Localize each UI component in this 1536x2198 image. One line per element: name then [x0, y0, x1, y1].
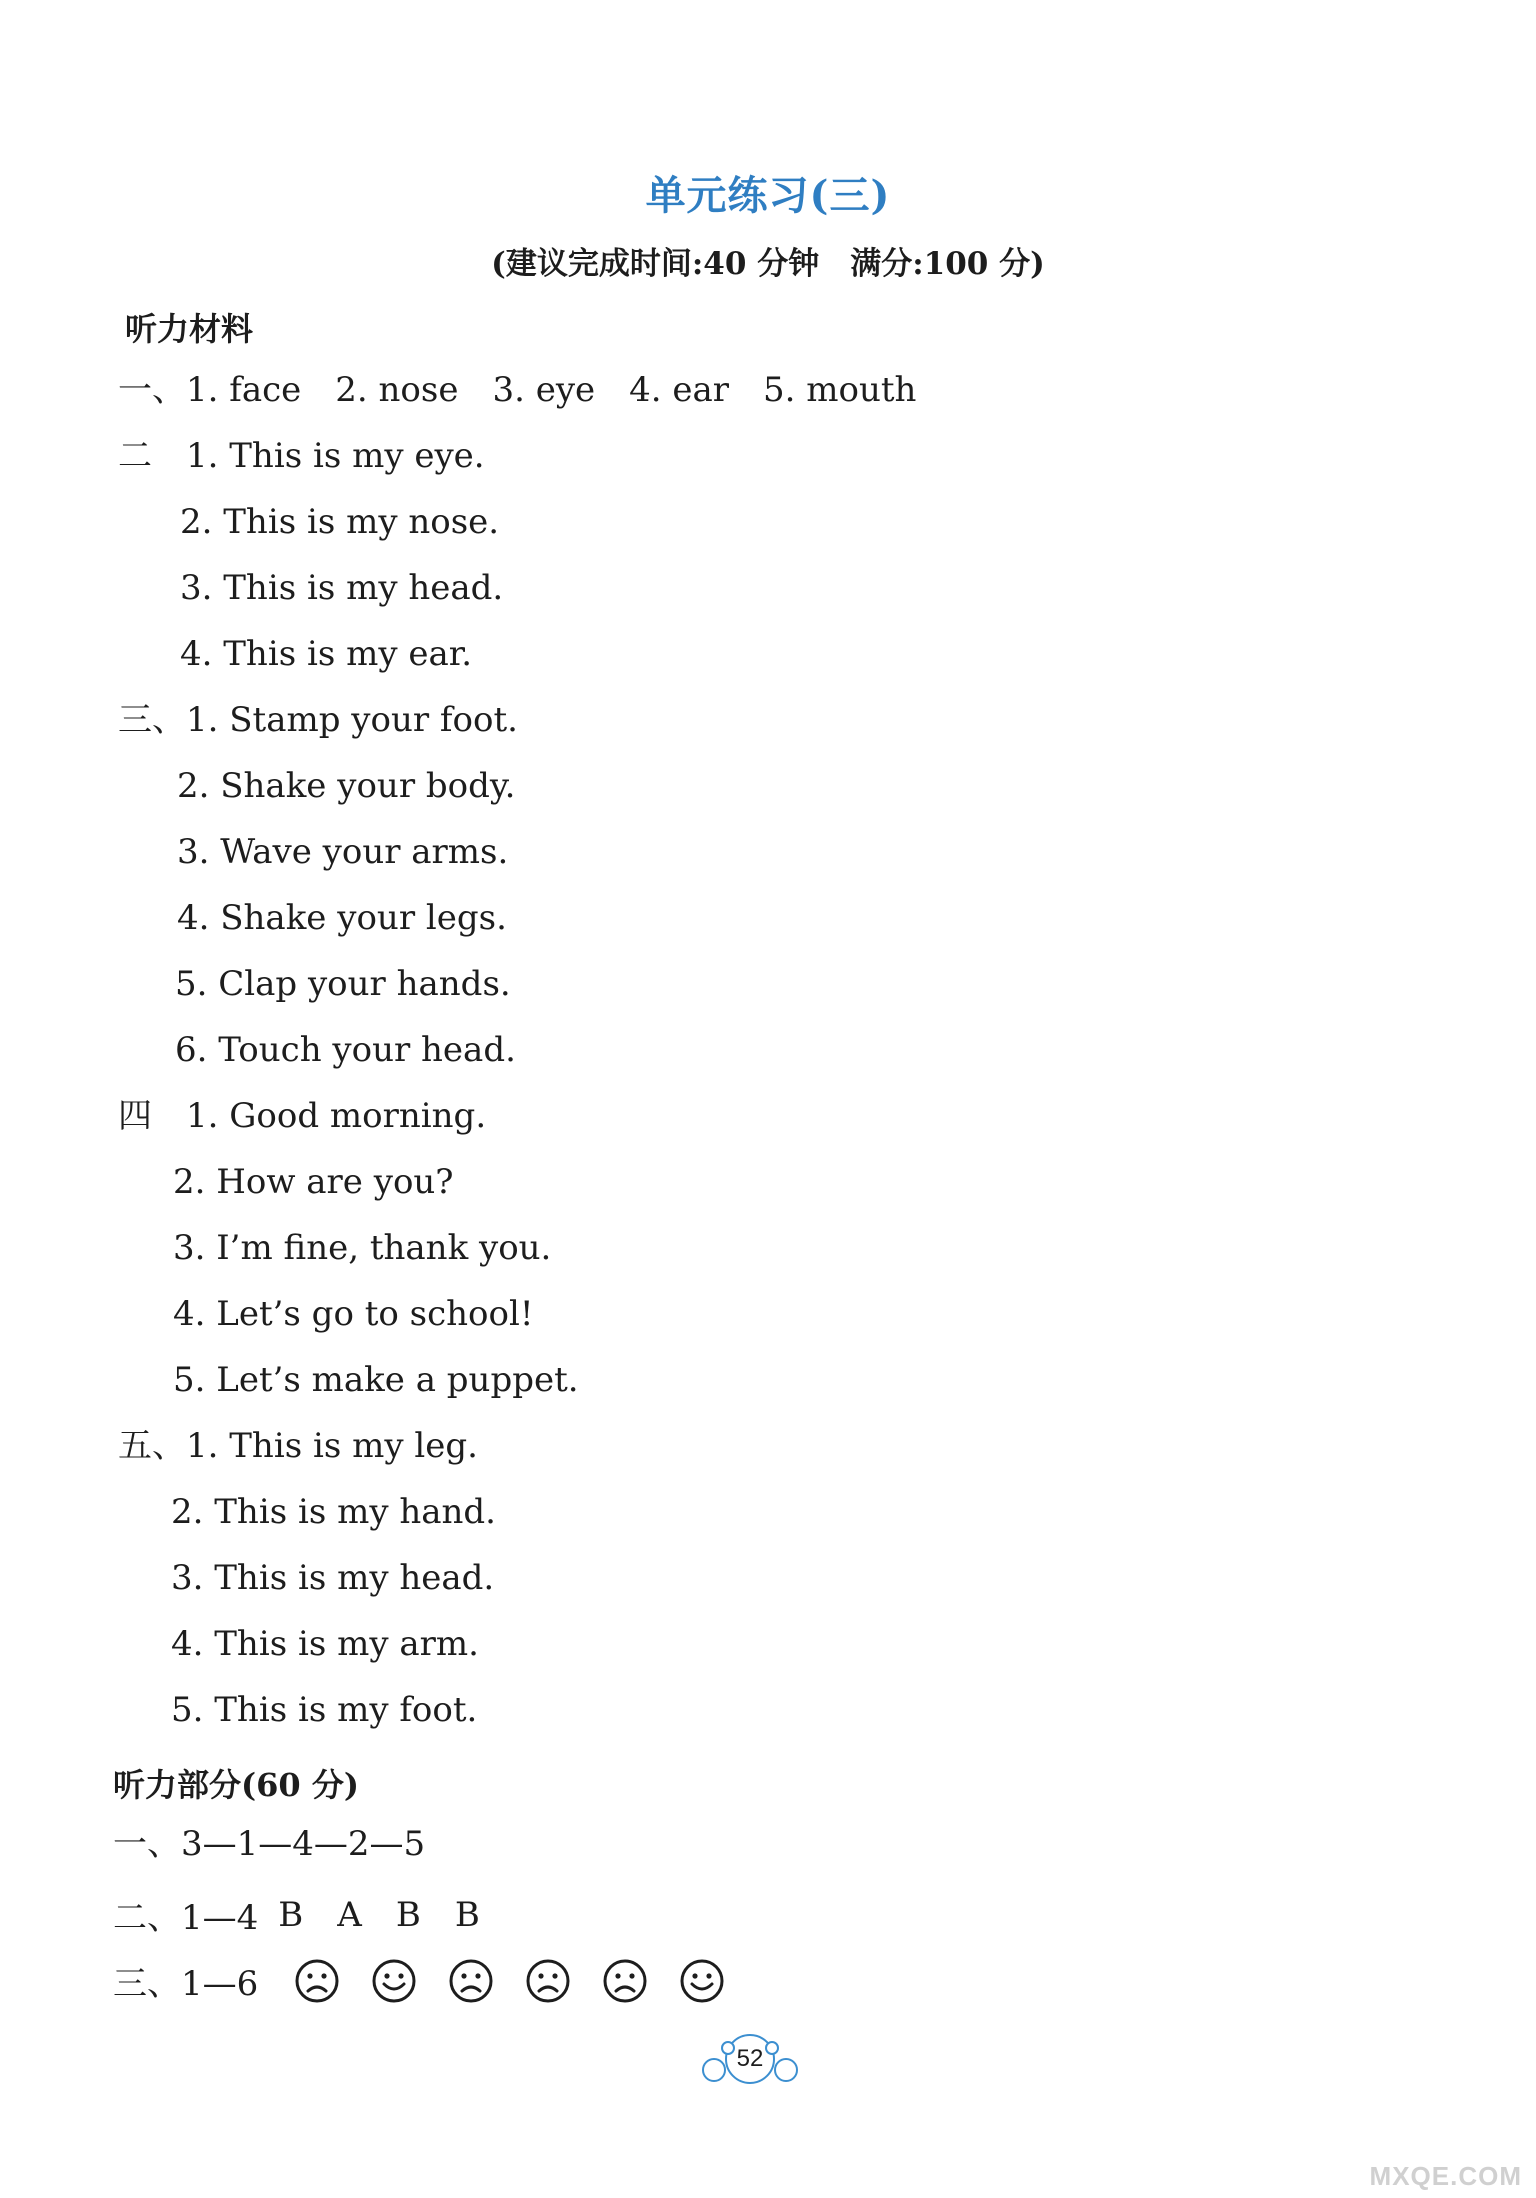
material-line: 5. Clap your hands. — [175, 964, 511, 1004]
answer-line-1: 一、3—1—4—2—5 — [113, 1824, 426, 1864]
answer-letter: B — [278, 1894, 304, 1935]
happy-face-icon — [371, 1958, 417, 2004]
material-line: 6. Touch your head. — [175, 1030, 516, 1070]
watermark: MXQE.COM — [1369, 2161, 1522, 2191]
sad-face-icon — [602, 1958, 648, 2004]
material-line: 三、1. Stamp your foot. — [118, 700, 518, 740]
material-line: 5. This is my foot. — [171, 1690, 478, 1730]
material-line: 2. Shake your body. — [177, 766, 516, 806]
answer-3-label: 三、1—6 — [113, 1964, 259, 2004]
sad-face-icon — [525, 1958, 571, 2004]
answer-letter: B — [395, 1894, 421, 1935]
material-line: 2. This is my hand. — [171, 1492, 496, 1532]
page-number-badge — [694, 2030, 806, 2088]
material-line: 2. How are you? — [173, 1162, 454, 1202]
material-line: 2. This is my nose. — [180, 502, 500, 542]
listening-material-heading: 听力材料 — [125, 310, 254, 348]
answer-line-3 — [113, 1956, 725, 2005]
material-line: 一、1. face 2. nose 3. eye 4. ear 5. mouth — [118, 370, 917, 410]
material-line: 3. This is my head. — [171, 1558, 495, 1598]
page-title: 单元练习(三) — [645, 172, 891, 219]
material-line: 四 1. Good morning. — [118, 1096, 487, 1136]
material-line: 五、1. This is my leg. — [118, 1426, 478, 1466]
material-line: 3. This is my head. — [180, 568, 504, 608]
answer-line-2 — [113, 1890, 480, 1939]
sad-face-icon — [448, 1958, 494, 2004]
material-line: 二 1. This is my eye. — [118, 436, 485, 476]
material-line: 4. This is my ear. — [180, 634, 473, 674]
sad-face-icon — [294, 1958, 340, 2004]
answer-letter: A — [337, 1894, 362, 1935]
material-line: 5. Let’s make a puppet. — [173, 1360, 579, 1400]
material-line: 4. This is my arm. — [171, 1624, 479, 1664]
happy-face-icon — [679, 1958, 725, 2004]
listening-part-heading: 听力部分(60 分) — [113, 1766, 359, 1804]
answer-2-letters — [278, 1895, 480, 1935]
answer-letter: B — [454, 1894, 480, 1935]
page-number: 52 — [736, 2045, 764, 2072]
material-line: 4. Shake your legs. — [177, 898, 507, 938]
answer-3-faces — [294, 1958, 725, 2004]
answer-2-label: 二、1—4 — [113, 1898, 259, 1938]
material-line: 3. I’m fine, thank you. — [173, 1228, 552, 1268]
material-line: 4. Let’s go to school! — [173, 1294, 534, 1334]
page-subtitle: (建议完成时间:40 分钟 满分:100 分) — [491, 246, 1045, 282]
material-line: 3. Wave your arms. — [177, 832, 509, 872]
